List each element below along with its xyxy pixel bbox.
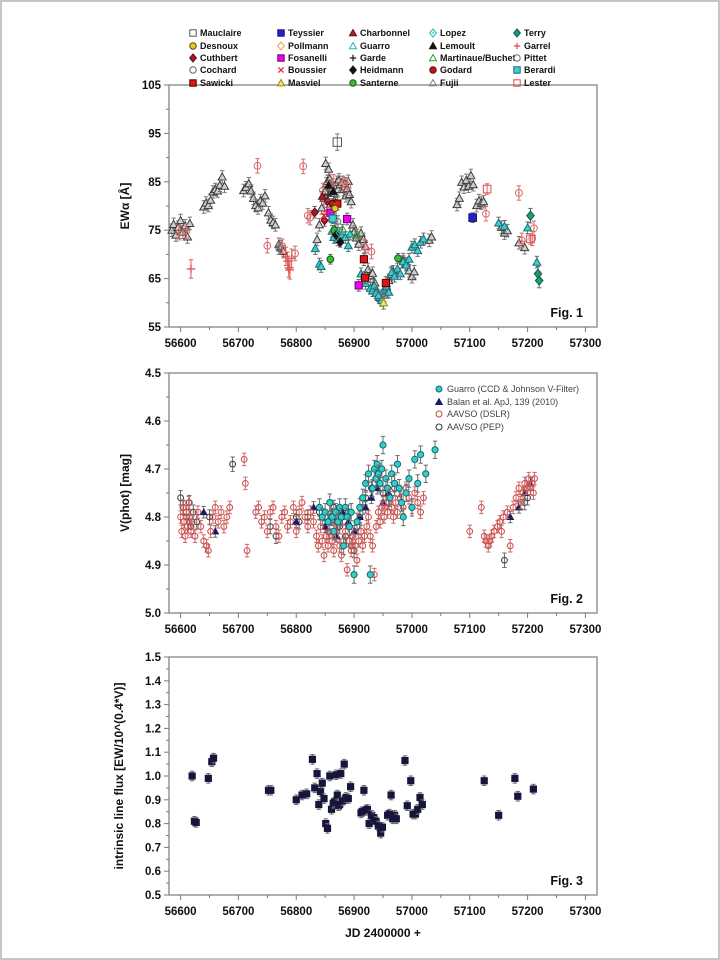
x-tick-label: 57100 xyxy=(453,906,486,918)
y-tick-label: 1.0 xyxy=(145,771,161,783)
legend-label: Godard xyxy=(440,65,473,76)
legend-column xyxy=(188,27,276,89)
x-tick-label: 56800 xyxy=(280,906,313,918)
legend-label: Balan et al. ApJ, 139 (2010) xyxy=(447,396,559,407)
legend-item-guarro-ccd-johnson-v-filter- xyxy=(434,383,579,396)
triangle-open-icon xyxy=(348,41,358,51)
x-tick-label: 56800 xyxy=(280,338,313,350)
triangle-open-icon xyxy=(428,53,438,63)
legend-label: Berardi xyxy=(524,65,556,76)
diamond-open-icon xyxy=(276,41,286,51)
square-icon xyxy=(188,78,198,88)
legend-item-boussier xyxy=(276,64,348,76)
legend-item-masviel xyxy=(276,77,348,89)
x-tick-label: 57300 xyxy=(569,338,602,350)
x-axis-title: JD 2400000 + xyxy=(345,926,421,940)
triangle-open-icon xyxy=(428,78,438,88)
triangle-icon xyxy=(428,41,438,51)
y-tick-label: 4.5 xyxy=(145,368,161,380)
legend-label: Teyssier xyxy=(288,28,324,39)
legend-item-desnoux xyxy=(188,39,276,51)
diamond-icon xyxy=(512,28,522,38)
legend-item-godard xyxy=(428,64,512,76)
circle-icon xyxy=(434,384,444,394)
x-tick-label: 57000 xyxy=(395,338,428,350)
fig-label: Fig. 2 xyxy=(550,592,583,606)
legend-item-fosanelli xyxy=(276,52,348,64)
legend-item-fujii xyxy=(428,77,512,89)
x-tick-label: 57200 xyxy=(511,338,544,350)
legend-label: Lester xyxy=(524,77,552,88)
legend-label: AAVSO (DSLR) xyxy=(447,409,510,420)
y-tick-label: 75 xyxy=(148,225,161,238)
series-teyssier xyxy=(469,213,477,223)
legend-label: AAVSO (PEP) xyxy=(447,421,504,432)
x-tick-label: 56700 xyxy=(222,906,255,918)
y-tick-label: 105 xyxy=(141,80,161,92)
series-berardi xyxy=(329,214,336,224)
y-axis-title: V(phot) [mag] xyxy=(118,454,132,532)
legend-item-lester xyxy=(512,77,572,89)
legend-item-lemoult xyxy=(428,39,512,51)
y-tick-label: 0.6 xyxy=(145,866,161,879)
legend-item-berardi xyxy=(512,64,572,76)
x-tick-label: 56800 xyxy=(280,624,313,636)
y-tick-label: 4.9 xyxy=(145,560,161,572)
triangle-icon xyxy=(434,397,444,407)
x-tick-label: 56600 xyxy=(164,906,197,918)
legend-item-heidmann xyxy=(348,64,428,76)
legend-label: Heidmann xyxy=(360,65,404,76)
legend-label: Lopez xyxy=(440,28,466,39)
series-terry xyxy=(527,208,543,287)
series-mauclaire xyxy=(333,134,341,150)
y-tick-label: 0.8 xyxy=(145,818,161,831)
y-tick-label: 85 xyxy=(148,176,161,189)
legend-item-pollmann xyxy=(276,39,348,51)
x-tick-label: 57000 xyxy=(395,906,428,918)
x-tick-label: 56900 xyxy=(338,906,371,918)
x-tick-label: 57300 xyxy=(569,624,602,636)
legend-item-aavso-dslr- xyxy=(434,408,579,421)
fig-label: Fig. 1 xyxy=(550,306,583,320)
triangle-icon xyxy=(348,28,358,38)
y-tick-label: 65 xyxy=(148,273,161,286)
y-axis xyxy=(145,652,169,902)
legend-item-teyssier xyxy=(276,27,348,39)
x-tick-label: 57100 xyxy=(453,624,486,636)
legend-label: Garrel xyxy=(524,40,551,51)
y-tick-label: 5.0 xyxy=(145,608,161,620)
circle-icon xyxy=(428,65,438,75)
legend-label: Desnoux xyxy=(200,40,239,51)
y-tick-label: 1.1 xyxy=(145,747,161,760)
x-tick-label: 57300 xyxy=(569,906,602,918)
legend-item-martinaue-buchet xyxy=(428,52,516,64)
diamond-icon xyxy=(188,53,198,63)
x-tick-label: 56900 xyxy=(338,624,371,636)
fig2-legend xyxy=(434,383,579,433)
legend-label: Terry xyxy=(524,28,546,39)
y-tick-label: 55 xyxy=(148,322,161,334)
x-tick-label: 57000 xyxy=(395,624,428,636)
legend-column xyxy=(276,27,348,89)
legend-label: Pollmann xyxy=(288,40,329,51)
y-axis xyxy=(145,368,169,620)
y-tick-label: 0.9 xyxy=(145,794,161,807)
legend-label: Garde xyxy=(360,52,387,63)
y-axis-title: intrinsic line flux [EW/10^(0.4*V)] xyxy=(112,682,126,870)
legend-column xyxy=(428,27,516,89)
square-icon xyxy=(276,28,286,38)
circle-open-icon xyxy=(434,422,444,432)
x-tick-label: 56600 xyxy=(164,624,197,636)
x-axis xyxy=(165,613,602,636)
legend-label: Guarro xyxy=(360,40,391,51)
legend-item-sawicki xyxy=(188,77,276,89)
y-axis-title: EWα [Å] xyxy=(118,182,132,230)
plus-icon xyxy=(348,53,358,63)
square-open-icon xyxy=(512,78,522,88)
legend-item-balan-et-al-apj-139-2010- xyxy=(434,396,579,409)
y-axis xyxy=(142,80,169,334)
y-tick-label: 4.7 xyxy=(145,464,161,476)
diamond-icon xyxy=(348,65,358,75)
x-tick-label: 56600 xyxy=(164,338,197,350)
square-open-icon xyxy=(188,28,198,38)
x-tick-label: 56700 xyxy=(222,624,255,636)
x-axis xyxy=(165,327,602,350)
legend-label: Fujii xyxy=(440,77,459,88)
y-tick-label: 0.5 xyxy=(145,890,161,902)
x-tick-label: 56900 xyxy=(338,338,371,350)
y-tick-label: 95 xyxy=(148,128,161,141)
legend-item-garrel xyxy=(512,39,572,51)
legend-item-cuthbert xyxy=(188,52,276,64)
triangle-icon xyxy=(276,78,286,88)
legend-label: Mauclaire xyxy=(200,28,242,39)
legend-label: Cuthbert xyxy=(200,52,238,63)
x-tick-label: 57200 xyxy=(511,624,544,636)
y-tick-label: 1.4 xyxy=(145,675,161,688)
circle-open-icon xyxy=(188,65,198,75)
legend-item-mauclaire xyxy=(188,27,276,39)
series-intrinsic-line-flux xyxy=(189,753,536,837)
legend-label: Charbonnel xyxy=(360,28,411,39)
fig3-plot xyxy=(112,652,601,940)
legend-label: Fosanelli xyxy=(288,52,328,63)
y-tick-label: 1.5 xyxy=(145,652,161,664)
legend-item-terry xyxy=(512,27,572,39)
legend-label: Boussier xyxy=(288,65,327,76)
y-tick-label: 1.2 xyxy=(145,723,161,736)
y-tick-label: 1.3 xyxy=(145,699,161,712)
legend-column xyxy=(512,27,572,89)
fig1-plot xyxy=(117,77,602,350)
legend-column xyxy=(348,27,428,89)
x-tick-label: 57200 xyxy=(511,906,544,918)
legend-item-santerne xyxy=(348,77,428,89)
legend-item-lopez xyxy=(428,27,512,39)
legend-label: Masviel xyxy=(288,77,321,88)
legend-item-guarro xyxy=(348,39,428,51)
legend-label: Martinaue/Buchet xyxy=(440,52,516,63)
legend-item-garde xyxy=(348,52,428,64)
x-tick-label: 56700 xyxy=(222,338,255,350)
legend-label: Sawicki xyxy=(200,77,234,88)
legend-label: Santerne xyxy=(360,77,399,88)
square-icon xyxy=(512,65,522,75)
plus-icon xyxy=(512,41,522,51)
legend-label: Cochard xyxy=(200,65,237,76)
legend-item-charbonnel xyxy=(348,27,428,39)
circle-open-icon xyxy=(434,409,444,419)
series-spectroscopy-gray-open-triangles xyxy=(168,157,529,306)
square-icon xyxy=(276,53,286,63)
circle-open-icon xyxy=(512,53,522,63)
fig1-legend xyxy=(188,27,572,89)
legend-label: Lemoult xyxy=(440,40,475,51)
legend-item-pittet xyxy=(512,52,572,64)
x-icon xyxy=(276,65,286,75)
fig-label: Fig. 3 xyxy=(550,874,583,888)
diamond-dot-icon xyxy=(428,28,438,38)
legend-item-cochard xyxy=(188,64,276,76)
circle-icon xyxy=(348,78,358,88)
plot-frame xyxy=(169,657,597,895)
legend-label: Guarro (CCD & Johnson V-Filter) xyxy=(447,384,580,395)
y-tick-label: 4.6 xyxy=(145,416,161,428)
legend-item-aavso-pep- xyxy=(434,421,579,434)
x-axis xyxy=(165,895,602,918)
legend-label: Pittet xyxy=(524,52,547,63)
y-tick-label: 4.8 xyxy=(145,512,161,524)
x-tick-label: 57100 xyxy=(453,338,486,350)
three-panel-light-curve-chart xyxy=(2,2,720,960)
circle-icon xyxy=(188,41,198,51)
series-lester xyxy=(483,184,534,245)
y-tick-label: 0.7 xyxy=(145,842,161,855)
